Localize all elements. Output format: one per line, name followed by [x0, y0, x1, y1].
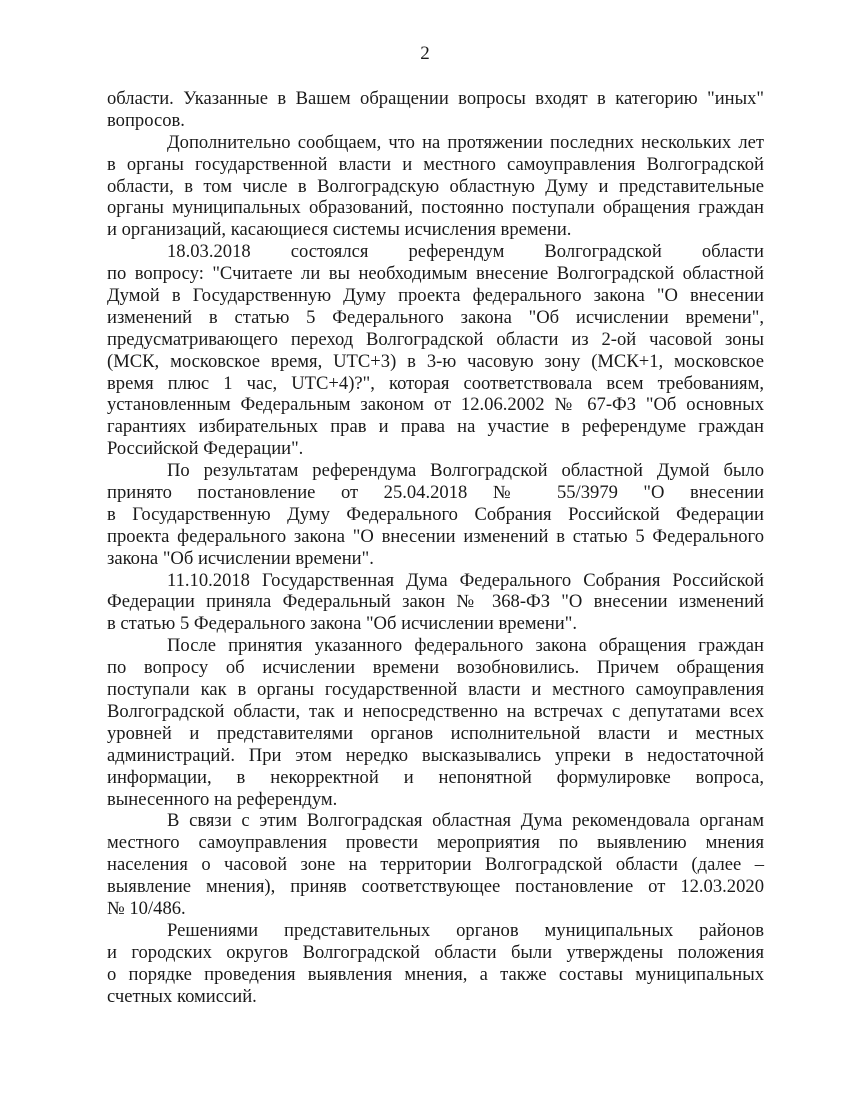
text-line: и организаций, касающиеся системы исчисления времени.	[107, 219, 572, 241]
text-line: Федерации приняла Федеральный закон № 368-ФЗ "О внесении изменений	[107, 591, 764, 613]
paragraph	[107, 132, 764, 241]
text-line: органы муниципальных образований, постоянно поступали обращения граждан	[107, 197, 764, 219]
text-line: 11.10.2018 Государственная Дума Федерального Собрания Российской	[167, 569, 764, 591]
text-line: гарантиях избирательных прав и права на участие в референдуме граждан	[107, 416, 764, 438]
text-line: Решениями представительных органов муниципальных районов	[167, 919, 764, 941]
text-line: администраций. При этом нередко высказывались упреки в недостаточной	[107, 744, 764, 766]
text-line: 18.03.2018 состоялся референдум Волгоградской области	[167, 241, 764, 263]
text-line: информации, в некорректной и непонятной формулировке вопроса,	[107, 766, 764, 788]
page-number: 2	[420, 43, 430, 64]
paragraph	[107, 460, 764, 569]
paragraph	[107, 635, 764, 810]
text-line: по вопросу об исчислении времени возобновились. Причем обращения	[107, 657, 764, 679]
text-line: области. Указанные в Вашем обращении вопросы входят в категорию "иных"	[107, 88, 764, 109]
text-line: закона "Об исчислении времени".	[107, 547, 374, 569]
text-line: Российской Федерации".	[107, 438, 304, 460]
paragraph	[107, 241, 764, 460]
text-line: В связи с этим Волгоградская областная Дума рекомендовала органам	[167, 810, 764, 832]
text-line: области, в том числе в Волгоградскую областную Думу и представительные	[107, 175, 764, 197]
text-line: населения о часовой зоне на территории Волгоградской области (далее –	[107, 854, 764, 876]
text-line: выявление мнения), приняв соответствующее постановление от 12.03.2020	[107, 876, 764, 898]
text-line: уровней и представителями органов исполнительной власти и местных	[107, 722, 764, 744]
paragraph	[107, 810, 764, 919]
text-line: по вопросу: "Считаете ли вы необходимым внесение Волгоградской областной	[107, 263, 764, 285]
text-line: Думой в Государственную Думу проекта федерального закона "О внесении	[107, 285, 764, 307]
text-line: в органы государственной власти и местного самоуправления Волгоградской	[107, 153, 764, 175]
text-line: поступали как в органы государственной власти и местного самоуправления	[107, 679, 764, 701]
text-line: изменений в статью 5 Федерального закона "Об исчислении времени",	[107, 306, 764, 328]
text-line: № 10/486.	[107, 897, 186, 919]
text-line: и городских округов Волгоградской области были утверждены положения	[107, 941, 764, 963]
text-line: Волгоградской области, так и непосредственно на встречах с депутатами всех	[107, 700, 764, 722]
text-line: в статью 5 Федерального закона "Об исчислении времени".	[107, 613, 577, 635]
text-line: счетных комиссий.	[107, 985, 257, 1007]
document-body	[107, 88, 764, 1007]
text-line: принято постановление от 25.04.2018 № 55/3979 "О внесении	[107, 482, 764, 504]
paragraph	[107, 570, 764, 636]
text-line: о порядке проведения выявления мнения, а также составы муниципальных	[107, 963, 764, 985]
text-line: вопросов.	[107, 109, 185, 131]
text-line: в Государственную Думу Федерального Собрания Российской Федерации	[107, 503, 764, 525]
text-line: (МСК, московское время, UTC+3) в 3-ю часовую зону (МСК+1, московское	[107, 350, 764, 372]
text-line: Дополнительно сообщаем, что на протяжении последних нескольких лет	[167, 131, 764, 153]
paragraph	[107, 88, 764, 132]
paragraph	[107, 920, 764, 1008]
text-line: проекта федерального закона "О внесении изменений в статью 5 Федерального	[107, 525, 764, 547]
text-line: вынесенного на референдум.	[107, 788, 338, 810]
text-line: предусматривающего переход Волгоградской области из 2-ой часовой зоны	[107, 328, 764, 350]
text-line: время плюс 1 час, UTC+4)?", которая соответствовала всем требованиям,	[107, 372, 764, 394]
text-line: По результатам референдума Волгоградской областной Думой было	[167, 460, 764, 482]
text-line: После принятия указанного федерального закона обращения граждан	[167, 635, 764, 657]
text-line: установленным Федеральным законом от 12.06.2002 № 67-ФЗ "Об основных	[107, 394, 764, 416]
text-line: местного самоуправления провести мероприятия по выявлению мнения	[107, 832, 764, 854]
